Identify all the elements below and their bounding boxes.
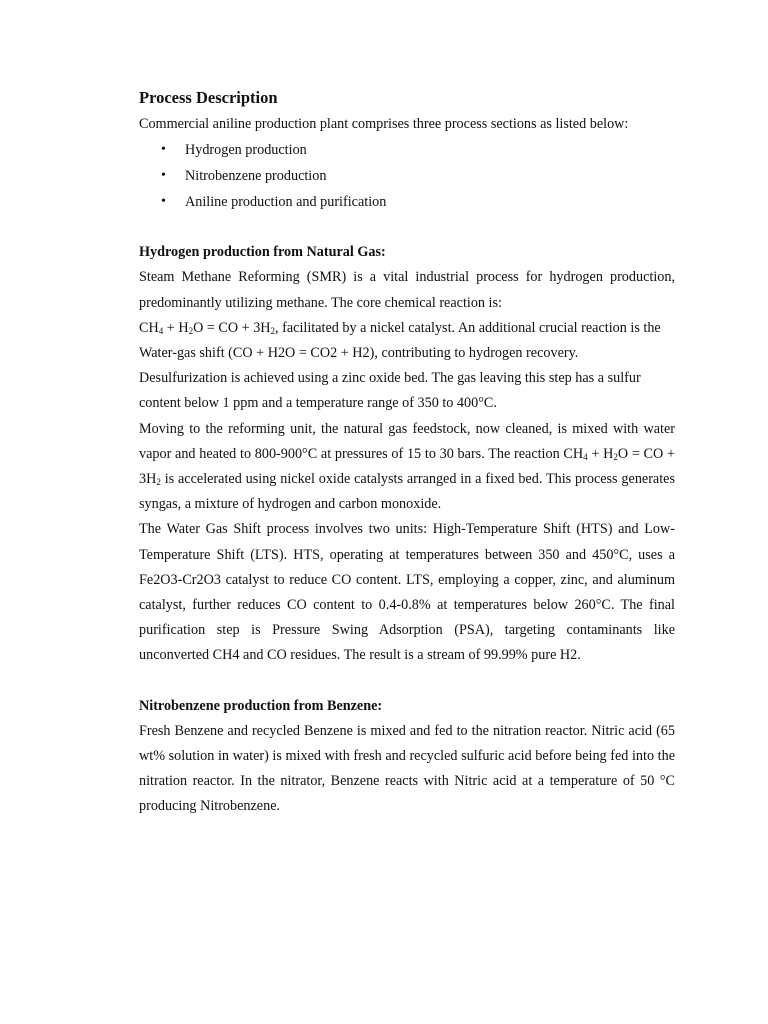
document-body: [139, 86, 675, 820]
reaction-paragraph: [139, 316, 675, 366]
reforming-text: Moving to the reforming unit, the natural gas feedstock, now cleaned, is mixed with water vapor and heated to 800-900°C at pressures of 15 to 30 bars. The reaction CH: [139, 420, 675, 462]
desulfurization-paragraph: Desulfurization is achieved using a zinc oxide bed. The gas leaving this step has a sulfur content below 1 ppm and a temperature range of 350 to 400°C.: [139, 370, 641, 412]
subscript: 4: [583, 451, 588, 462]
process-sections-list: [139, 137, 675, 215]
subscript: 2: [188, 325, 194, 336]
formula-text: + H: [587, 445, 614, 462]
reforming-paragraph: [139, 417, 675, 518]
subscript: 2: [270, 325, 276, 336]
formula-text: O = CO + 3H: [139, 445, 675, 488]
page-title: Process Description: [139, 88, 278, 107]
formula-text: + H: [163, 319, 189, 336]
nitration-paragraph: Fresh Benzene and recycled Benzene is mixed and fed to the nitration reactor. Nitric acid (65 wt% solution in water) is mixed with fresh and recycled sulfuric acid before being fed into the nitration reactor. In the nitrator, Benzene reacts with Nitric acid at a temperature of 50 °C producing Nitrobenzene.: [139, 722, 675, 815]
spacer: [139, 669, 675, 694]
formula-text: CH: [139, 319, 159, 336]
water-gas-shift-paragraph: The Water Gas Shift process involves two units: High-Temperature Shift (HTS) and Low-Temperature Shift (LTS). HTS, operating at temperatures between 350 and 450°C, uses a Fe2O3-Cr2O3 catalyst to reduce CO content. LTS, employing a copper, zinc, and aluminum catalyst, further reduces CO content to 0.4-0.8% at temperatures below 260°C. The final purification step is Pressure Swing Adsorption (PSA), targeting contaminants like unconverted CH4 and CO residues. The result is a stream of 99.99% pure H2.: [139, 521, 675, 664]
list-item: • Hydrogen production: [139, 137, 675, 163]
formula-text: O = CO + 3H: [193, 319, 271, 336]
subscript: 2: [613, 451, 618, 462]
reaction-text: , facilitated by a nickel catalyst. An additional crucial reaction is the Water-gas shift (CO + H2O = CO2 + H2), contributing to hydrogen recovery.: [139, 319, 661, 362]
subscript: 4: [158, 325, 164, 336]
list-item: • Aniline production and purification: [139, 189, 675, 215]
nitrobenzene-heading: Nitrobenzene production from Benzene:: [139, 697, 383, 714]
smr-paragraph: Steam Methane Reforming (SMR) is a vital industrial process for hydrogen production, predominantly utilizing methane. The core chemical reaction is:: [139, 269, 675, 311]
intro-paragraph: Commercial aniline production plant comprises three process sections as listed below:: [139, 116, 629, 132]
list-item: • Nitrobenzene production: [139, 163, 675, 189]
hydrogen-heading: Hydrogen production from Natural Gas:: [139, 244, 386, 261]
reforming-text: is accelerated using nickel oxide catalysts arranged in a fixed bed. This process generates syngas, a mixture of hydrogen and carbon monoxide.: [139, 471, 675, 513]
subscript: 2: [156, 477, 161, 488]
spacer: [139, 215, 675, 240]
